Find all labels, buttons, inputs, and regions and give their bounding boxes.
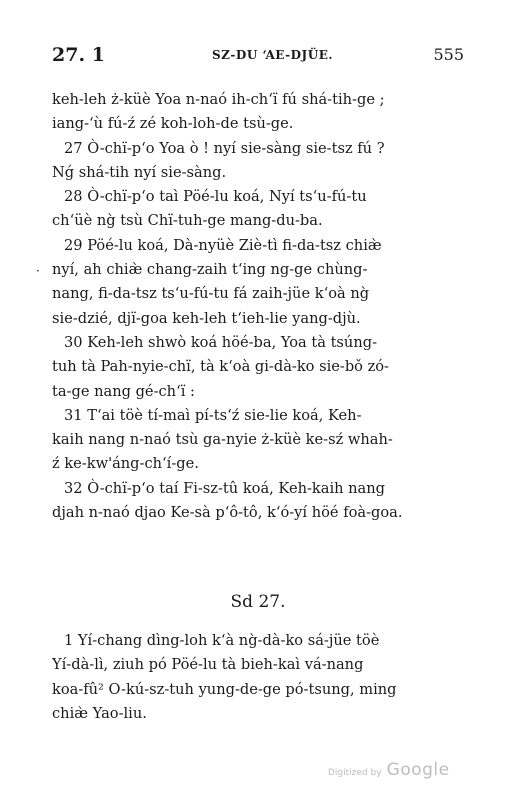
page-number: 555 [433, 45, 464, 64]
running-title: SZ-DU ʻAE-DJÜE. [212, 48, 334, 62]
text-line: 31 Tʻai töè tí-maì pí-tsʻź sie-lie koá, Keh- [64, 406, 362, 424]
watermark-small: Digitized by [328, 768, 382, 778]
text-line: chʻüè ng̀ tsù Chï-tuh-ge mang-du-ba. [52, 212, 323, 230]
text-line: 28 Ò-chï-pʻo taì Pöé-lu koá, Nyí tsʻu-fú-tu [64, 188, 367, 206]
text-line: iang-ʻù fú-ź zé koh-loh-de tsù-ge. [52, 115, 294, 133]
digitized-watermark [328, 760, 450, 780]
margin-mark: · [36, 264, 40, 278]
chapter-text [52, 88, 472, 525]
section-title: Sd 27. [230, 592, 286, 612]
section-text-line: chiæ̀ Yao-liu. [52, 704, 147, 722]
text-line: tuh tà Pah-nyie-chï, tà kʻoà gi-dà-ko sie-bǒ zó- [52, 358, 389, 376]
text-line: djah n-naó djao Ke-sà pʻô-tô, kʻó-yí höé foà-goa. [52, 504, 403, 522]
text-line: nang, fi-da-tsz tsʻu-fú-tu fá zaih-jüe kʻoà ng̀ [52, 285, 370, 303]
text-line: ź ke-kw'áng-chʻí-ge. [52, 455, 199, 473]
running-header [52, 44, 464, 68]
text-line: 30 Keh-leh shwò koá höé-ba, Yoa tà tsúng- [64, 333, 377, 351]
text-line: kaih nang n-naó tsù ga-nyie ż-küè ke-sź whah- [52, 431, 393, 449]
section-text [52, 629, 472, 726]
text-line: ta-ge nang gé-chʻï : [52, 382, 195, 400]
section-text-line: koa-fû² O-kú-sz-tuh yung-de-ge pó-tsung, ming [52, 680, 397, 698]
chapter-reference: 27. 1 [52, 44, 105, 66]
text-line: 29 Pöé-lu koá, Dà-nyüè Ziè-tì fi-da-tsz chiæ̀ [64, 236, 382, 254]
text-line: 27 Ò-chï-pʻo Yoa ò ! nyí sie-sàng sie-tsz fú ? [64, 139, 385, 157]
text-line: keh-leh ż-küè Yoa n-naó ih-chʻï fú shá-tih-ge ; [52, 91, 385, 108]
section-text-line: Yí-dà-lì, ziuh pó Pöé-lu tà bieh-kaì vá-nang [52, 656, 364, 674]
text-line: nyí, ah chiæ̀ chang-zaih tʻing ng-ge chùng- [52, 261, 368, 279]
section-text-line: 1 Yí-chang dìng-loh kʻà ng̀-dà-ko sá-jüe töè [64, 632, 380, 649]
text-line: sie-dzié, djï-goa keh-leh tʻieh-lie yang-djù. [52, 309, 361, 327]
text-line: Nǵ shá-tih nyí sie-sàng. [52, 163, 227, 181]
google-logo: Google [386, 760, 450, 780]
text-line: 32 Ò-chï-pʻo taí Fi-sz-tû koá, Keh-kaih nang [64, 479, 385, 497]
